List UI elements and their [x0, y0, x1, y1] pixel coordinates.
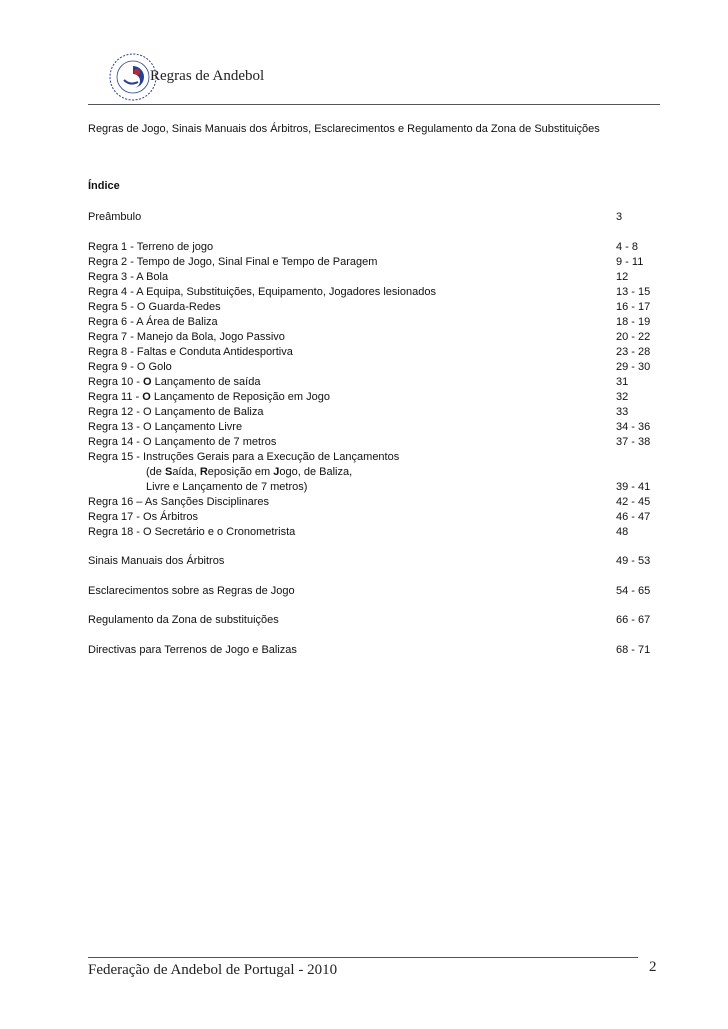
toc-pages: 20 - 22 [616, 331, 651, 343]
toc-pages: 16 - 17 [616, 301, 651, 313]
toc-row-preambulo [88, 210, 660, 224]
toc-label: Livre e Lançamento de 7 metros) [146, 481, 308, 493]
toc-row-continuation [88, 480, 660, 494]
footer-divider [88, 957, 638, 958]
toc-pages: 34 - 36 [616, 421, 651, 433]
toc-label: Regra 9 - O Golo [88, 361, 172, 373]
toc-pages: 54 - 65 [616, 585, 651, 597]
toc-row [88, 240, 660, 254]
toc-pages: 32 [616, 391, 629, 403]
toc-label: Sinais Manuais dos Árbitros [88, 555, 225, 567]
toc-label: Regra 11 - O Lançamento de Reposição em Jogo [88, 391, 330, 403]
toc-pages: 33 [616, 406, 629, 418]
toc-pages: 37 - 38 [616, 436, 651, 448]
toc-label: Regra 8 - Faltas e Conduta Antidesportiva [88, 346, 293, 358]
toc-pages: 3 [616, 211, 623, 223]
toc-pages: 46 - 47 [616, 511, 651, 523]
toc-row [88, 405, 660, 419]
toc-row [88, 450, 660, 464]
toc-row [88, 554, 660, 568]
toc-label: Regulamento da Zona de substituições [88, 614, 279, 626]
toc-row [88, 285, 660, 299]
toc-label: Regra 15 - Instruções Gerais para a Execução de Lançamentos [88, 451, 400, 463]
toc-label: Regra 3 - A Bola [88, 271, 169, 283]
toc-row [88, 315, 660, 329]
toc-pages: 13 - 15 [616, 286, 651, 298]
toc-row [88, 584, 660, 598]
toc-pages: 31 [616, 376, 629, 388]
toc-label: Regra 2 - Tempo de Jogo, Sinal Final e Tempo de Paragem [88, 256, 378, 268]
toc-pages: 49 - 53 [616, 555, 651, 567]
toc-label: Regra 7 - Manejo da Bola, Jogo Passivo [88, 331, 285, 343]
toc-pages: 39 - 41 [616, 481, 651, 493]
toc-pages: 12 [616, 271, 629, 283]
toc-label: Regra 17 - Os Árbitros [88, 511, 199, 523]
toc-pages: 48 [616, 526, 629, 538]
toc-pages: 18 - 19 [616, 316, 651, 328]
toc-row [88, 613, 660, 627]
toc-label: Regra 5 - O Guarda-Redes [88, 301, 221, 313]
toc-row [88, 495, 660, 509]
toc-row [88, 643, 660, 657]
toc-row [88, 375, 660, 389]
toc-pages: 29 - 30 [616, 361, 651, 373]
toc-label: Regra 6 - A Área de Baliza [88, 316, 218, 328]
toc-label: Regra 14 - O Lançamento de 7 metros [88, 436, 277, 448]
toc-row [88, 360, 660, 374]
page-header [88, 50, 660, 104]
toc-label: Regra 13 - O Lançamento Livre [88, 421, 243, 433]
toc-row [88, 435, 660, 449]
toc-pages: 42 - 45 [616, 496, 651, 508]
toc-row [88, 300, 660, 314]
toc-row [88, 390, 660, 404]
toc-row [88, 270, 660, 284]
toc-pages: 66 - 67 [616, 614, 651, 626]
toc-pages: 4 - 8 [616, 241, 639, 253]
toc-row [88, 525, 660, 539]
toc-row [88, 330, 660, 344]
toc-row [88, 510, 660, 524]
toc-label: Regra 12 - O Lançamento de Baliza [88, 406, 264, 418]
toc-row [88, 345, 660, 359]
footer-text: Federação de Andebol de Portugal - 2010 [88, 962, 338, 978]
toc-label: Preâmbulo [88, 211, 142, 223]
toc-pages: 68 - 71 [616, 644, 651, 656]
toc-row [88, 255, 660, 269]
toc-pages: 23 - 28 [616, 346, 651, 358]
page-number: 2 [649, 959, 657, 975]
toc-label: Directivas para Terrenos de Jogo e Balizas [88, 644, 297, 656]
toc-label: Esclarecimentos sobre as Regras de Jogo [88, 585, 295, 597]
toc-label: Regra 4 - A Equipa, Substituições, Equipamento, Jogadores lesionados [88, 286, 436, 298]
toc-label: Regra 10 - O Lançamento de saída [88, 376, 261, 388]
header-title: Regras de Andebol [150, 68, 265, 84]
toc-label: (de Saída, Reposição em Jogo, de Baliza, [146, 466, 353, 478]
toc-label: Regra 18 - O Secretário e o Cronometrista [88, 526, 296, 538]
toc-pages: 9 - 11 [616, 256, 644, 268]
header-divider [88, 104, 660, 105]
document-subtitle: Regras de Jogo, Sinais Manuais dos Árbitros, Esclarecimentos e Regulamento da Zona de Substituições [88, 123, 600, 135]
toc-label: Regra 16 – As Sanções Disciplinares [88, 496, 269, 508]
toc-label: Regra 1 - Terreno de jogo [88, 241, 214, 253]
toc-row-continuation [88, 465, 660, 479]
toc-row [88, 420, 660, 434]
toc-heading: Índice [88, 180, 120, 192]
